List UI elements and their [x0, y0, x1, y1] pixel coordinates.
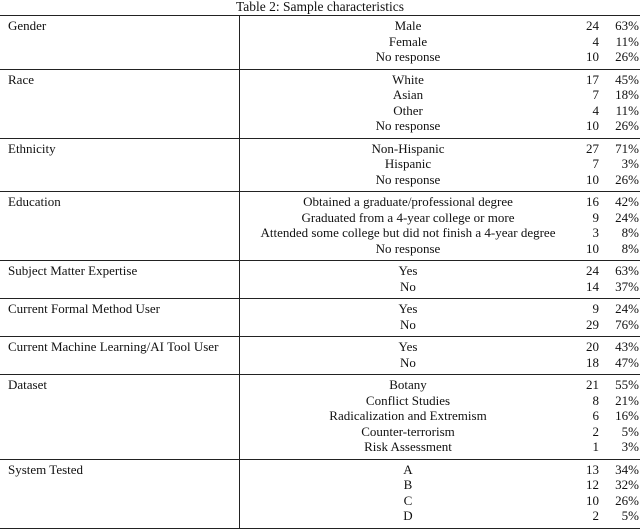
count-value: 3: [592, 225, 599, 240]
percent-value: 26%: [615, 171, 639, 187]
category-label: [0, 172, 240, 192]
option-label: Yes: [241, 299, 575, 317]
table-row: [0, 192, 640, 210]
category-label: Education: [0, 192, 240, 210]
percent-value: 8%: [621, 240, 639, 256]
percent-value: 5%: [599, 508, 640, 528]
table-caption: Table 2: Sample characteristics: [235, 0, 405, 14]
count-value: 24: [575, 261, 599, 279]
percent-value: 63%: [599, 261, 640, 279]
option-label: Non-Hispanic: [241, 138, 575, 156]
count-value: 17: [575, 69, 599, 87]
option-label: No response: [375, 171, 441, 187]
table-row: [0, 156, 640, 172]
table-row: [0, 210, 640, 226]
percent-value: 71%: [599, 138, 640, 156]
count-value: 4: [592, 102, 599, 118]
percent-value: 24%: [615, 209, 639, 225]
table-row: [0, 375, 640, 393]
option-label: Male: [241, 16, 575, 34]
count-value: 7: [592, 156, 599, 171]
category-label: [0, 317, 240, 337]
category-label: Dataset: [0, 375, 240, 393]
percent-value: 26%: [615, 492, 639, 508]
table-row: [0, 87, 640, 103]
percent-value: 76%: [615, 316, 639, 332]
table-row: [0, 439, 640, 459]
option-label: D: [241, 508, 575, 528]
table-row: [0, 118, 640, 138]
table-row: [0, 459, 640, 477]
percent-value: 47%: [615, 354, 639, 370]
percent-value: 21%: [615, 392, 639, 408]
option-label: Counter-terrorism: [361, 423, 455, 439]
category-label: [0, 225, 240, 241]
category-label: [0, 118, 240, 138]
count-value: 9: [575, 299, 599, 317]
category-label: [0, 439, 240, 459]
option-label: No response: [375, 49, 441, 64]
percent-value: 34%: [599, 459, 640, 477]
percent-value: 55%: [599, 375, 640, 393]
count-value: 21: [575, 375, 599, 393]
percent-value: 42%: [599, 192, 640, 210]
table-row: [0, 49, 640, 69]
count-value: 16: [575, 192, 599, 210]
category-label: [0, 508, 240, 528]
category-label: [0, 241, 240, 261]
count-value: 10: [586, 49, 599, 64]
count-value: 1: [592, 439, 599, 454]
count-value: 24: [575, 16, 599, 34]
table-row: [0, 337, 640, 355]
option-label: Botany: [241, 375, 575, 393]
table-row: [0, 69, 640, 87]
count-value: 14: [586, 278, 599, 294]
percent-value: 18%: [615, 87, 639, 102]
table-body: [0, 16, 640, 529]
table-row: [0, 16, 640, 34]
category-label: [0, 477, 240, 493]
table-row: [0, 493, 640, 509]
count-value: 27: [575, 138, 599, 156]
category-label: Race: [0, 69, 240, 87]
option-label: Yes: [241, 261, 575, 279]
option-label: No: [400, 316, 416, 332]
category-label: [0, 408, 240, 424]
percent-value: 45%: [599, 69, 640, 87]
option-label: White: [241, 69, 575, 87]
table-row: [0, 138, 640, 156]
option-label: Attended some college but did not finish a 4-year degree: [260, 225, 556, 240]
option-label: C: [403, 492, 413, 508]
option-label: Obtained a graduate/professional degree: [241, 192, 575, 210]
count-value: 10: [586, 240, 599, 256]
percent-value: 5%: [621, 423, 639, 439]
option-label: No response: [375, 240, 441, 256]
count-value: 29: [586, 316, 599, 332]
option-label: Female: [388, 33, 428, 49]
category-label: [0, 210, 240, 226]
count-value: 2: [575, 508, 599, 528]
option-label: No: [400, 354, 416, 370]
option-label: Asian: [392, 87, 424, 102]
table-row: [0, 317, 640, 337]
count-value: 10: [586, 492, 599, 508]
category-label: [0, 279, 240, 299]
option-label: A: [241, 459, 575, 477]
table-row: [0, 241, 640, 261]
percent-value: 16%: [615, 408, 639, 423]
count-value: 18: [586, 354, 599, 370]
percent-value: 32%: [615, 477, 639, 492]
category-label: Current Machine Learning/AI Tool User: [0, 337, 240, 355]
count-value: 9: [592, 209, 599, 225]
category-label: [0, 393, 240, 409]
percent-value: 63%: [599, 16, 640, 34]
category-label: Gender: [0, 16, 240, 34]
table-row: [0, 103, 640, 119]
count-value: 4: [592, 33, 599, 49]
percent-value: 24%: [599, 299, 640, 317]
percent-value: 8%: [621, 225, 639, 240]
option-label: Risk Assessment: [364, 439, 452, 454]
table-row: [0, 279, 640, 299]
count-value: 20: [575, 337, 599, 355]
option-label: B: [403, 477, 413, 492]
count-value: 8: [592, 392, 599, 408]
option-label: Graduated from a 4-year college or more: [301, 209, 515, 225]
percent-value: 3%: [621, 156, 639, 171]
table-row: [0, 393, 640, 409]
category-label: [0, 103, 240, 119]
count-value: 13: [575, 459, 599, 477]
category-label: [0, 49, 240, 69]
count-value: 12: [586, 477, 599, 492]
option-label: Radicalization and Extremism: [329, 408, 487, 423]
category-label: [0, 493, 240, 509]
count-value: 10: [586, 118, 599, 133]
category-label: [0, 156, 240, 172]
option-label: No response: [375, 118, 441, 133]
table-row: [0, 299, 640, 317]
category-label: [0, 424, 240, 440]
count-value: 6: [592, 408, 599, 423]
category-label: [0, 34, 240, 50]
table-row: [0, 172, 640, 192]
option-label: Other: [393, 102, 423, 118]
table-row: [0, 225, 640, 241]
category-label: [0, 87, 240, 103]
count-value: 7: [592, 87, 599, 102]
percent-value: 43%: [599, 337, 640, 355]
category-label: System Tested: [0, 459, 240, 477]
percent-value: 11%: [615, 102, 639, 118]
table-row: [0, 261, 640, 279]
table-row: [0, 508, 640, 528]
table-row: [0, 477, 640, 493]
percent-value: 26%: [615, 49, 639, 64]
sample-characteristics-table: [0, 15, 640, 529]
category-label: Current Formal Method User: [0, 299, 240, 317]
percent-value: 11%: [615, 33, 639, 49]
percent-value: 26%: [615, 118, 639, 133]
option-label: No: [400, 278, 416, 294]
option-label: Conflict Studies: [365, 392, 451, 408]
table-row: [0, 408, 640, 424]
option-label: Yes: [241, 337, 575, 355]
option-label: Hispanic: [384, 156, 432, 171]
category-label: Subject Matter Expertise: [0, 261, 240, 279]
table-row: [0, 355, 640, 375]
category-label: [0, 355, 240, 375]
percent-value: 3%: [621, 439, 639, 454]
count-value: 10: [586, 171, 599, 187]
count-value: 2: [592, 423, 599, 439]
table-row: [0, 424, 640, 440]
category-label: Ethnicity: [0, 138, 240, 156]
percent-value: 37%: [615, 278, 639, 294]
table-row: [0, 34, 640, 50]
